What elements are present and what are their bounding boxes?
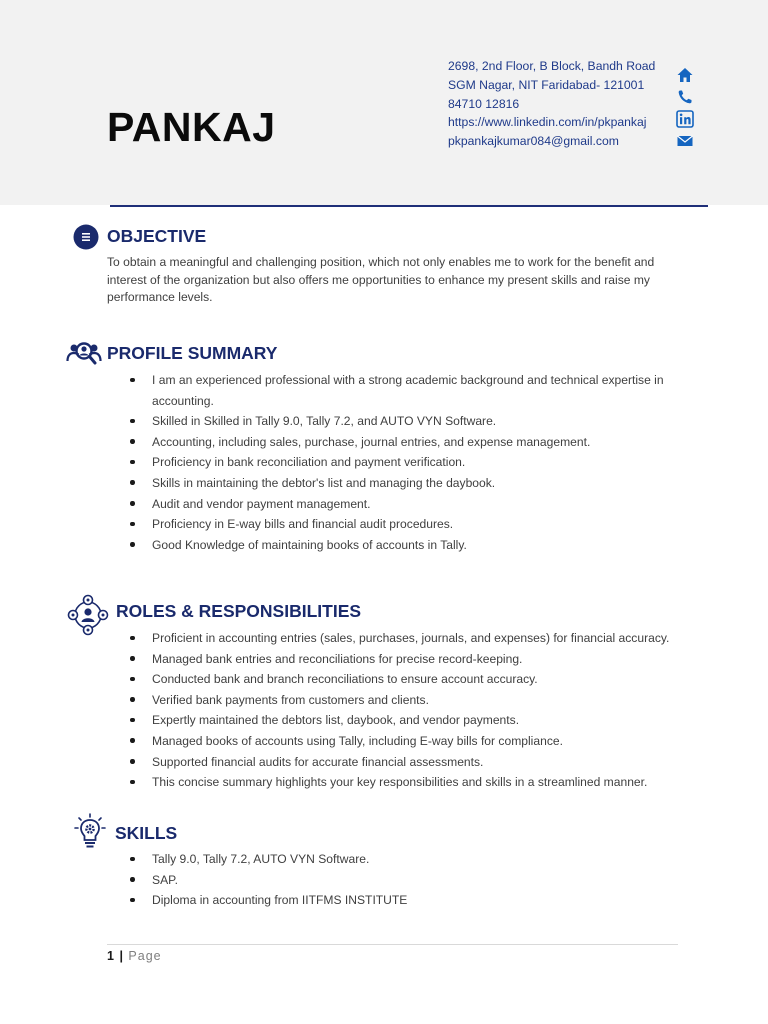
email-link[interactable]: pkpankajkumar084@gmail.com (448, 134, 619, 149)
list-item: Verified bank payments from customers and clients. (130, 690, 690, 711)
objective-text: To obtain a meaningful and challenging position, which not only enables me to work for the benefit and interest of the organization but also offers me opportunities to enhance my present skills and raise my performance levels. (107, 255, 655, 304)
address-line-2: SGM Nagar, NIT Faridabad- 121001 (448, 77, 645, 92)
resume-header (0, 0, 768, 205)
people-search-icon (66, 339, 102, 367)
profile-summary-list (130, 370, 690, 555)
linkedin-link[interactable]: https://www.linkedin.com/in/pkpankaj (448, 115, 647, 130)
list-item: Accounting, including sales, purchase, journal entries, and expense management. (130, 432, 690, 453)
list-item: Expertly maintained the debtors list, daybook, and vendor payments. (130, 710, 690, 731)
list-item: Audit and vendor payment management. (130, 494, 690, 515)
contact-block (448, 57, 655, 151)
list-item: Diploma in accounting from IITFMS INSTITUTE (130, 890, 690, 911)
list-item: Proficiency in E-way bills and financial audit procedures. (130, 514, 690, 535)
roles-list (130, 628, 690, 793)
phone-icon (676, 88, 694, 106)
skills-list (130, 849, 690, 911)
lightbulb-gear-icon (74, 813, 106, 851)
home-icon (676, 66, 694, 84)
skills-heading: SKILLS (115, 823, 178, 843)
list-item: Tally 9.0, Tally 7.2, AUTO VYN Software. (130, 849, 690, 870)
list-item: SAP. (130, 870, 690, 891)
list-item: Good Knowledge of maintaining books of accounts in Tally. (130, 535, 690, 556)
team-network-icon (66, 593, 110, 637)
page-number: 1 (107, 949, 115, 963)
list-item: Conducted bank and branch reconciliations to ensure account accuracy. (130, 669, 690, 690)
profile-summary-heading: PROFILE SUMMARY (107, 343, 278, 363)
page-footer (107, 949, 162, 963)
list-item: Proficient in accounting entries (sales, purchases, journals, and expenses) for financial accuracy. (130, 628, 690, 649)
list-item: Skills in maintaining the debtor's list and managing the daybook. (130, 473, 690, 494)
email-icon[interactable] (676, 132, 694, 150)
contact-icons (676, 66, 694, 154)
linkedin-icon[interactable] (676, 110, 694, 128)
list-item: Supported financial audits for accurate financial assessments. (130, 752, 690, 773)
objective-icon (73, 224, 99, 250)
footer-divider (107, 944, 678, 945)
list-item: Skilled in Skilled in Tally 9.0, Tally 7.2, and AUTO VYN Software. (130, 411, 690, 432)
objective-heading: OBJECTIVE (107, 226, 207, 246)
page-label: Page (128, 949, 162, 963)
list-item: Managed books of accounts using Tally, including E-way bills for compliance. (130, 731, 690, 752)
header-divider (110, 205, 708, 207)
list-item: Managed bank entries and reconciliations for precise record-keeping. (130, 649, 690, 670)
address-line-1: 2698, 2nd Floor, B Block, Bandh Road (448, 59, 656, 73)
list-item: This concise summary highlights your key responsibilities and skills in a streamlined manner. (130, 772, 690, 793)
list-item: I am an experienced professional with a strong academic background and technical expertise in accounting. (130, 370, 690, 411)
candidate-name: PANKAJ (107, 104, 276, 150)
phone-number: 84710 12816 (448, 96, 520, 111)
list-item: Proficiency in bank reconciliation and payment verification. (130, 452, 690, 473)
page-separator: | (119, 949, 124, 963)
roles-heading: ROLES & RESPONSIBILITIES (116, 601, 362, 621)
